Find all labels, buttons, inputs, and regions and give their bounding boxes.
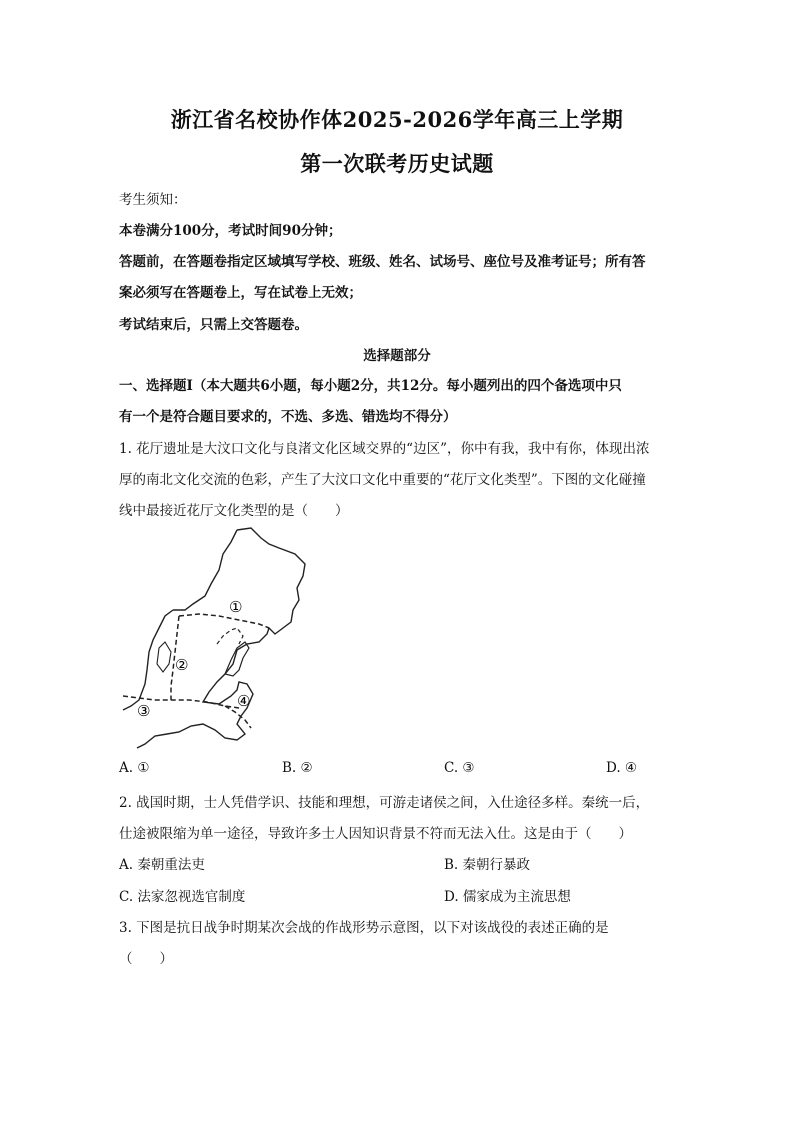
inland-lake (157, 642, 171, 672)
exam-title-line1: 浙江省名校协作体2025-2026学年高三上学期 (170, 107, 624, 132)
map-label-4: ④ (237, 692, 251, 710)
q1-option-a[interactable]: A. ① (119, 760, 150, 776)
collision-line-1 (179, 614, 269, 628)
q2-option-c[interactable]: C. 法家忽视选官制度 (119, 889, 246, 905)
question-1-text: 线中最接近花厅文化类型的是（ ） (119, 503, 349, 519)
coastline (173, 530, 237, 610)
map-label-1: ① (229, 598, 243, 616)
coastline (123, 610, 173, 710)
question-2-text: 仕途被限缩为单一途径，导致许多士人因知识背景不符而无法入仕。这是由于（ ） (119, 826, 632, 842)
map-label-2: ② (175, 656, 189, 674)
q1-option-b[interactable]: B. ② (282, 760, 313, 776)
q2-option-d[interactable]: D. 儒家成为主流思想 (444, 889, 571, 905)
question-1-text: 厚的南北文化交流的色彩，产生了大汶口文化中重要的“花厅文化类型”。下图的文化碰撞 (119, 472, 646, 488)
section-instructions: 有一个是符合题目要求的，不选、多选、错选均不得分） (119, 409, 457, 425)
q2-option-a[interactable]: A. 秦朝重法吏 (119, 857, 205, 873)
section-title: 选择题部分 (363, 348, 431, 364)
map-label-3: ③ (137, 702, 151, 720)
question-1-text: 1. 花厅遗址是大汶口文化与良渚文化区域交界的“边区”，你中有我，我中有你，体现出浓 (119, 441, 650, 457)
notice-item: 答题前，在答题卷指定区域填写学校、班级、姓名、试场号、座位号及准考证号；所有答 (119, 254, 646, 270)
exam-title-line2: 第一次联考历史试题 (300, 151, 494, 176)
notice-item: 案必须写在答题卷上，写在试卷上无效； (119, 285, 362, 301)
collision-line-1b (217, 628, 243, 644)
q1-option-d[interactable]: D. ④ (606, 760, 638, 776)
notice-item: 本卷满分100分，考试时间90分钟； (119, 223, 342, 239)
question-2-text: 2. 战国时期，士人凭借学识、技能和理想，可游走诸侯之间，入仕途径多样。秦统一后， (119, 795, 650, 811)
notice-item: 考试结束后，只需上交答题卷。 (119, 317, 308, 333)
culture-collision-map (119, 524, 309, 750)
notice-heading: 考生须知： (119, 192, 187, 208)
peninsula (225, 642, 249, 676)
section-instructions: 一、选择题Ⅰ（本大题共6小题，每小题2分，共12分。每小题列出的四个备选项中只 (119, 378, 622, 394)
q2-option-b[interactable]: B. 秦朝行暴政 (444, 857, 531, 873)
q1-option-c[interactable]: C. ③ (444, 760, 475, 776)
question-3-text: （ ） (119, 951, 173, 967)
question-3-text: 3. 下图是抗日战争时期某次会战的作战形势示意图，以下对该战役的表述正确的是 (119, 920, 609, 936)
